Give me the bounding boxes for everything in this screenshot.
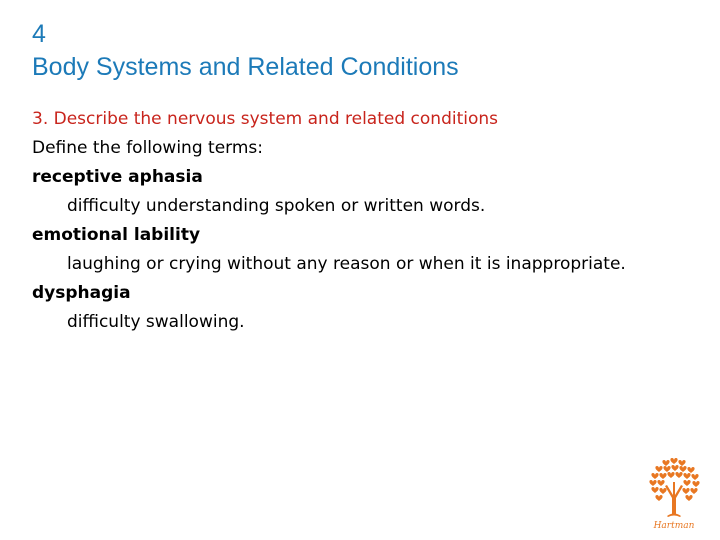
term-list — [32, 163, 632, 337]
learning-objective: 3. Describe the nervous system and related conditions — [32, 109, 499, 129]
slide-title — [32, 18, 692, 84]
slide-content — [32, 105, 632, 337]
chapter-title: Body Systems and Related Conditions — [32, 53, 459, 81]
chapter-number: 4 — [32, 20, 46, 48]
tree-of-hearts-icon — [641, 458, 707, 532]
term-dysphagia: dysphagia — [32, 283, 131, 303]
definition-emotional-lability: laughing or crying without any reason or when it is inappropriate. — [67, 254, 626, 274]
logo-wordmark: Hartman — [653, 521, 695, 531]
instruction-text: Define the following terms: — [32, 138, 263, 158]
term-receptive-aphasia: receptive aphasia — [32, 167, 203, 187]
definition-dysphagia: difficulty swallowing. — [67, 312, 245, 332]
definition-receptive-aphasia: difficulty understanding spoken or written words. — [67, 196, 486, 216]
hartman-logo — [641, 458, 707, 532]
term-emotional-lability: emotional lability — [32, 225, 201, 245]
